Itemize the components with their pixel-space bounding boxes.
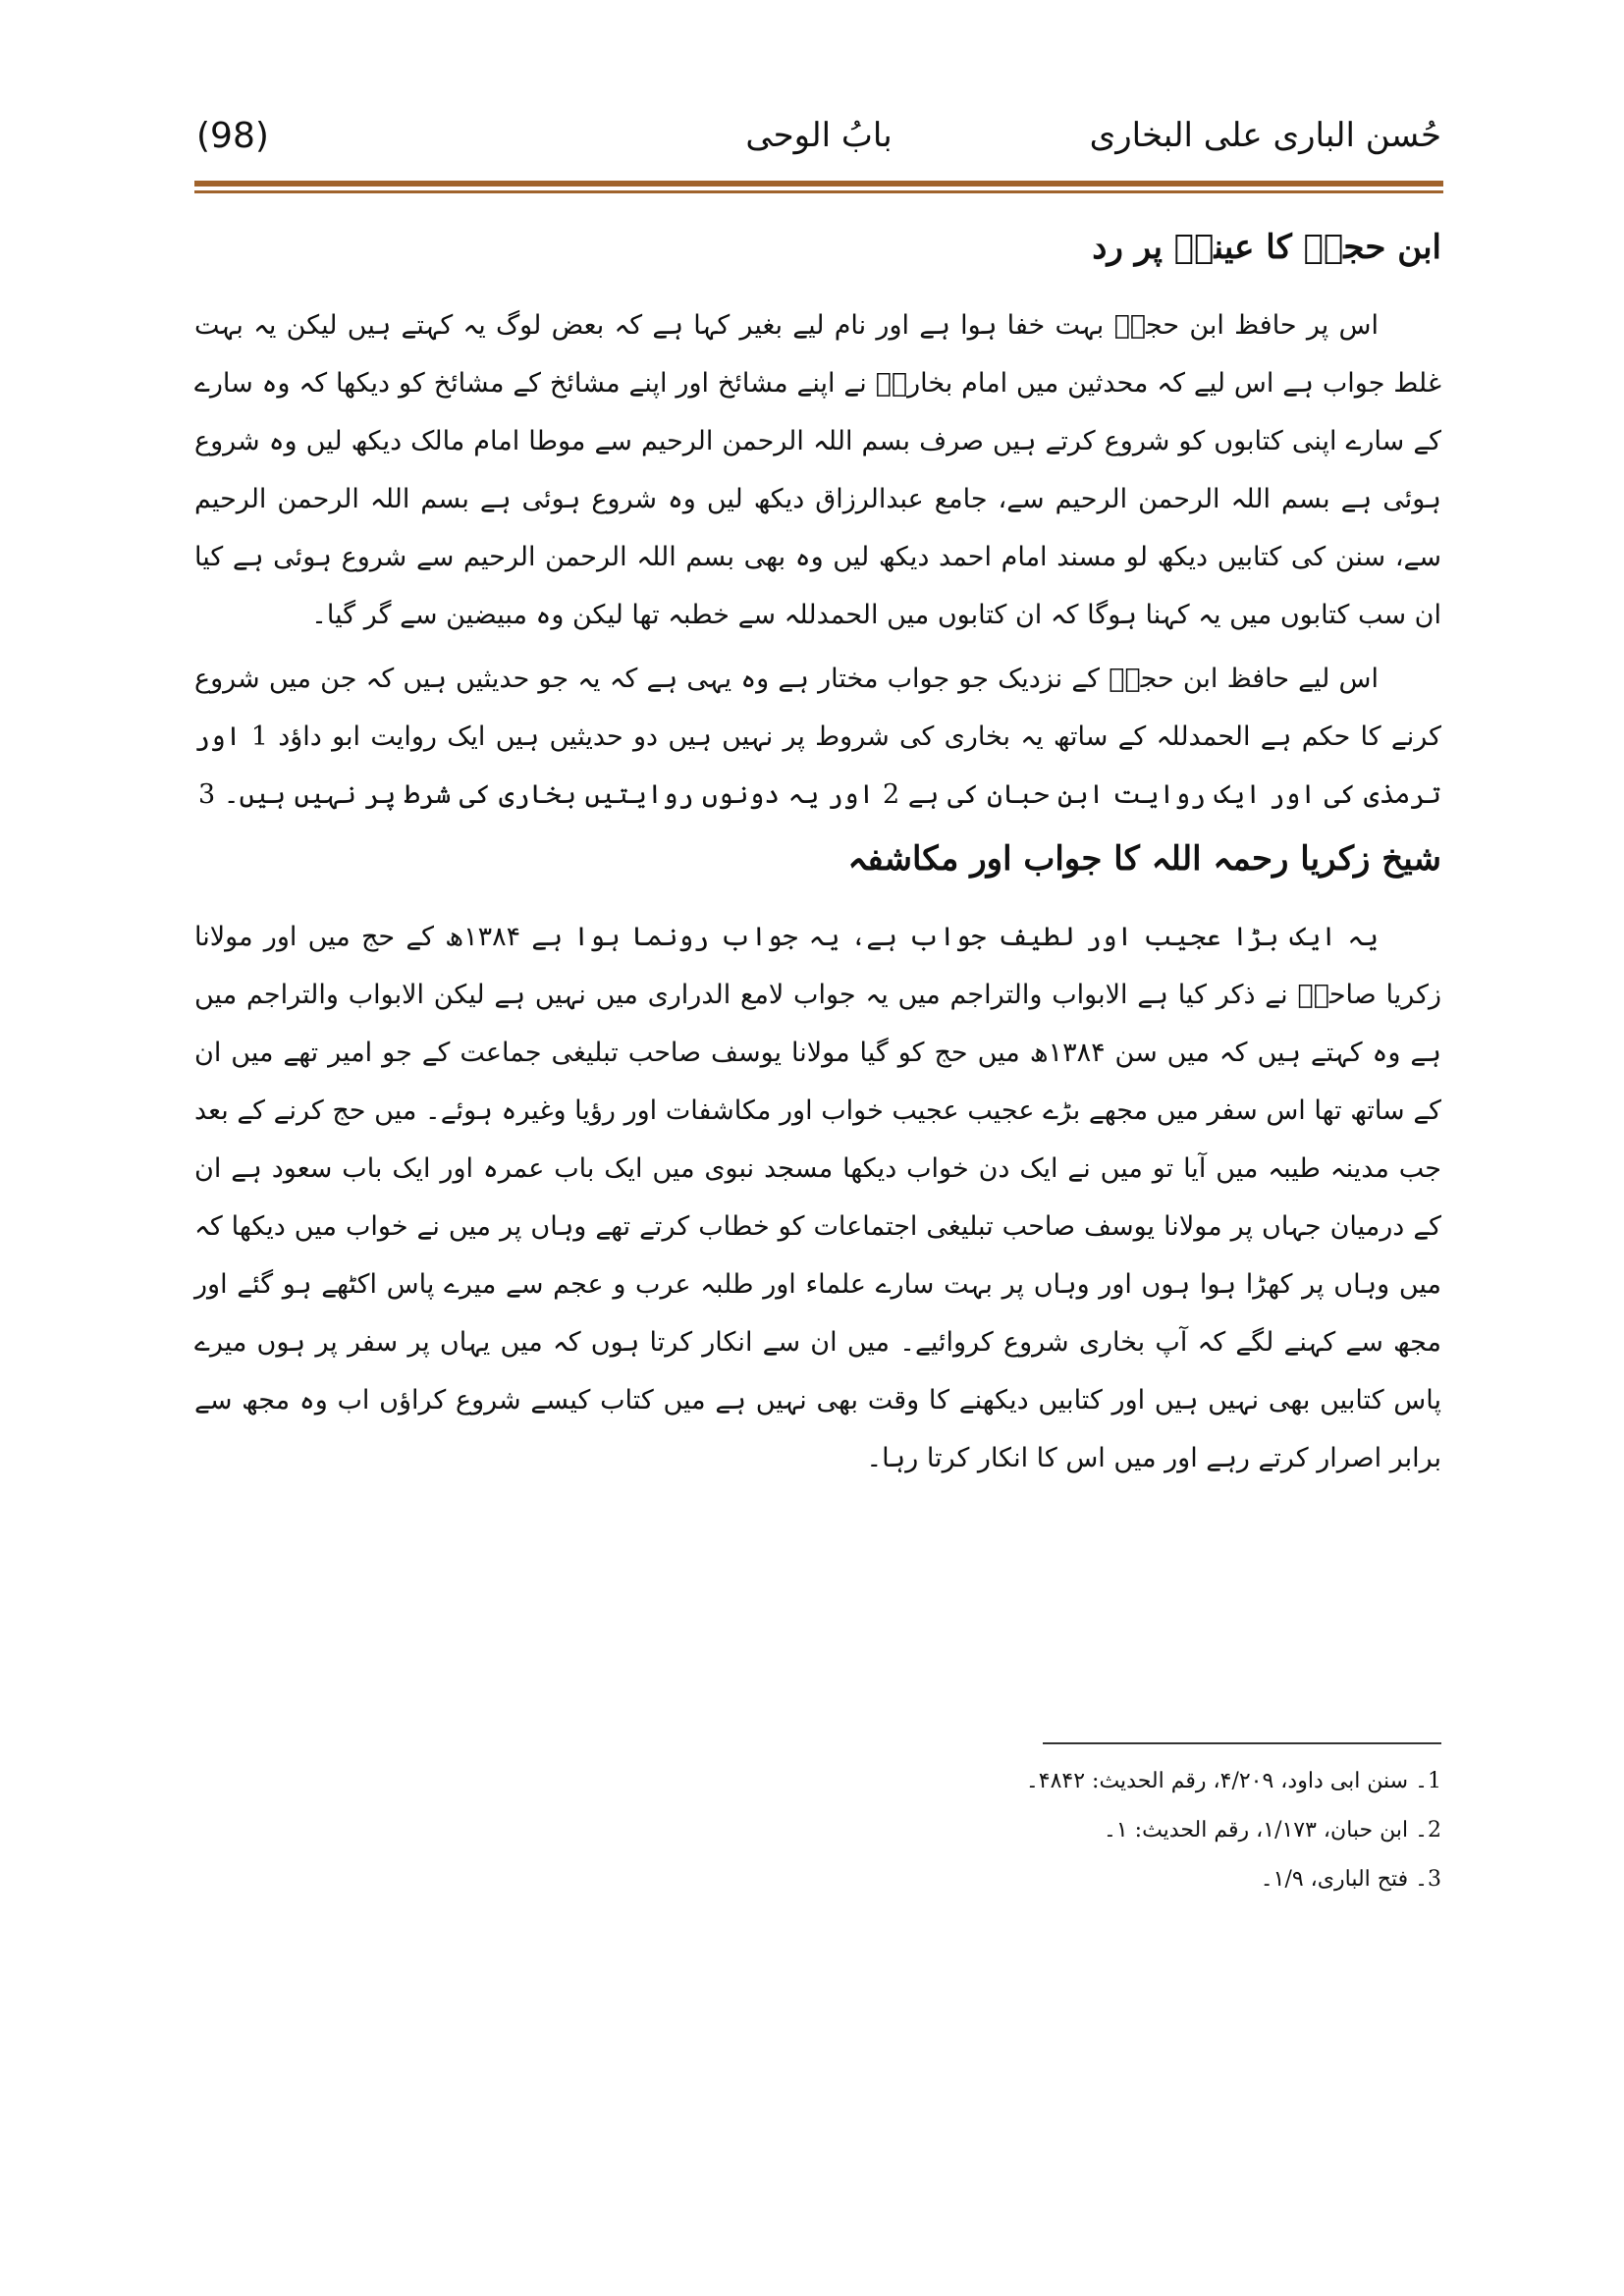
paragraph: یہ ایک بڑا عجیب اور لطیف جواب ہے، یہ جواب رونما ہوا ہے ۱۳۸۴ھ کے حج میں اور مولانا زکریا صاحبؒ نے ذکر کیا ہے الابواب والتراجم میں یہ جواب لامع الدراری میں نہیں ہے لیکن الابواب والتراجم میں ہے وہ کہتے ہیں کہ میں سن ۱۳۸۴ھ میں حج کو گیا مولانا یوسف صاحب تبلیغی جماعت کے جو امیر تھے میں ان کے ساتھ تھا اس سفر میں مجھے بڑے عجیب عجیب خواب اور مکاشفات اور رؤیا وغیرہ ہوئے۔ میں حج کرنے کے بعد جب مدینہ طیبہ میں آیا تو میں نے ایک دن خواب دیکھا مسجد نبوی میں ایک باب عمرہ اور ایک باب سعود ہے ان کے درمیان جہاں پر مولانا یوسف صاحب تبلیغی اجتماعات کو خطاب کرتے تھے وہاں پر میں نے خواب میں دیکھا کہ میں وہاں پر کھڑا ہوا ہوں اور وہاں پر بہت سارے علماء اور طلبہ عرب و عجم سے میرے پاس اکٹھے ہو گئے اور مجھ سے کہنے لگے کہ آپ بخاری شروع کروائیے۔ میں ان سے انکار کرتا ہوں کہ میں یہاں پر سفر پر ہوں میرے پاس کتابیں بھی نہیں ہیں اور کتابیں دیکھنے کا وقت بھی نہیں ہے میں کتاب کیسے شروع کراؤں اب وہ مجھ سے برابر اصرار کرتے رہے اور میں اس کا انکار کرتا رہا۔: [194, 922, 1441, 1473]
header-rule-thick: [194, 181, 1443, 187]
footnote: 3۔ فتح الباری، ۱/۹۔: [1260, 1867, 1441, 1892]
footnote-divider: [1043, 1742, 1441, 1744]
footnote: 1۔ سنن ابی داود، ۴/۲۰۹، رقم الحدیث: ۴۸۴۲۔: [1025, 1769, 1441, 1793]
footnotes: [884, 1757, 1441, 1904]
paragraph: اس لیے حافظ ابن حجرؒ کے نزدیک جو جواب مختار ہے وہ یہی ہے کہ یہ جو حدیثیں ہیں کہ جن میں شروع کرنے کا حکم ہے الحمدللہ کے ساتھ یہ بخاری کی شروط پر نہیں ہیں دو حدیثیں ہیں ایک روایت ابو داؤد 1 اور ترمذی کی اور ایک روایت ابن حبان کی ہے 2 اور یہ دونوں روایتیں بخاری کی شرط پر نہیں ہیں۔ 3: [194, 664, 1442, 810]
chapter-title: بابُ الوحی: [745, 116, 893, 155]
page-header: [196, 116, 1441, 175]
section-heading: ابن حجرؒ کا عینیؒ پر رد: [1092, 228, 1441, 267]
page-number: (98): [196, 116, 269, 156]
header-rule-thin: [194, 190, 1443, 193]
footnote: 2۔ ابن حبان، ۱/۱۷۳، رقم الحدیث: ۱۔: [1103, 1818, 1441, 1842]
book-title: حُسن البارى على البخارى: [1089, 116, 1441, 155]
paragraph: اس پر حافظ ابن حجرؒ بہت خفا ہوا ہے اور نام لیے بغیر کہا ہے کہ بعض لوگ یہ کہتے ہیں لیکن یہ بہت غلط جواب ہے اس لیے کہ محدثین میں امام بخاریؒ نے اپنے مشائخ اور اپنے مشائخ کے مشائخ کو دیکھا کہ وہ سارے کے سارے اپنی کتابوں کو شروع کرتے ہیں صرف بسم اللہ الرحمن الرحیم سے موطا امام مالک دیکھ لیں وہ شروع ہوئی ہے بسم اللہ الرحمن الرحیم سے، جامع عبدالرزاق دیکھ لیں وہ شروع ہوئی ہے بسم اللہ الرحمن الرحیم سے، سنن کی کتابیں دیکھ لو مسند امام احمد دیکھ لیں وہ بھی بسم اللہ الرحمن الرحیم سے شروع ہوئی ہے کیا ان سب کتابوں میں یہ کہنا ہوگا کہ ان کتابوں میں الحمدللہ سے خطبہ تھا لیکن وہ مبیضین سے گر گیا۔: [194, 310, 1441, 630]
main-content: [194, 218, 1441, 1493]
section-heading: شیخ زکریا رحمہ اللہ کا جواب اور مکاشفہ: [847, 839, 1441, 879]
